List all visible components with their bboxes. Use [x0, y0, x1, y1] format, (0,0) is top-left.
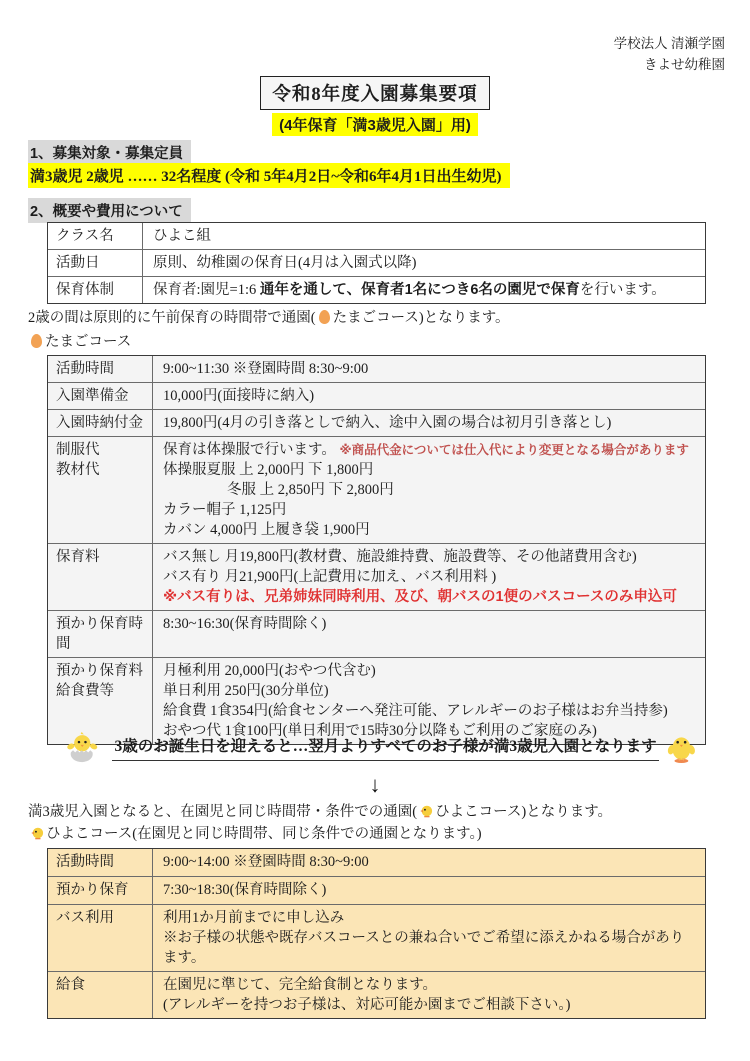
section2-heading: 2、概要や費用について	[28, 198, 191, 223]
table-row	[48, 876, 705, 904]
row-value	[143, 277, 705, 303]
value-line	[163, 440, 695, 460]
label-line: 預かり保育料	[56, 663, 143, 679]
course-title-text: ひよこコース	[46, 826, 133, 842]
value-prefix: 保育者:園児=1:6	[153, 282, 260, 298]
transition-text-suffix: )となります。	[521, 804, 613, 820]
value-line: 在園児に準じて、完全給食制となります。	[163, 977, 438, 993]
table-row-uniform	[48, 436, 705, 543]
page-title: 令和8年度入園募集要項	[260, 76, 489, 110]
chick-icon	[30, 826, 44, 840]
table-row	[48, 409, 705, 436]
row-value: 9:00~14:00 ※登園時間 8:30~9:00	[163, 854, 369, 870]
value-line: (アレルギーを持つお子様は、対応可能か園までご相談下さい。)	[163, 997, 571, 1013]
hiyoko-transition-line	[28, 802, 612, 822]
intro-text: 2歳の間は原則的に午前保育の時間帯で通園(	[28, 310, 316, 326]
row-value	[153, 544, 705, 610]
section1-highlight-line: 満3歳児 2歳児 …… 32名程度 (令和 5年4月2日~令和6年4月1日出生幼児)	[28, 163, 510, 188]
value-line: カバン 4,000円 上履き袋 1,900円	[163, 522, 370, 538]
row-label: 保育料	[48, 544, 153, 610]
birthday-banner	[66, 716, 696, 778]
page-subtitle: (4年保育「満3歳児入園」用)	[272, 113, 478, 136]
egg-course-intro	[28, 308, 510, 328]
row-label: 入園時納付金	[48, 410, 153, 436]
value-suffix: を行います。	[579, 282, 666, 298]
value-line: 月極利用 20,000円(おやつ代含む)	[163, 663, 376, 679]
table-row	[48, 223, 705, 249]
egg-icon	[319, 310, 330, 324]
row-label: 活動時間	[48, 849, 153, 876]
table-row	[48, 849, 705, 876]
chick-icon	[419, 804, 433, 818]
label-line: 給食費等	[56, 683, 114, 699]
row-value: 9:00~11:30 ※登園時間 8:30~9:00	[163, 361, 369, 377]
transition-text: 満3歳児入園となると、在園児と同じ時間帯・条件での通園(	[28, 804, 418, 820]
row-value	[153, 437, 705, 543]
row-value: ひよこ組	[153, 228, 211, 244]
row-value	[153, 905, 705, 971]
course-title-text: たまごコース	[45, 334, 132, 350]
row-label: 活動日	[48, 250, 143, 276]
row-value: 19,800円(4月の引き落としで納入、途中入園の場合は初月引き落とし)	[163, 415, 612, 431]
row-value: 8:30~16:30(保育時間除く)	[163, 616, 327, 632]
label-line: 制服代	[56, 442, 100, 458]
bus-warning: ※バス有りは、兄弟姉妹同時利用、及び、朝バスの1便のバスコースのみ申込可	[163, 589, 677, 605]
table-row	[48, 249, 705, 276]
intro-text-suffix: )となります。	[418, 310, 510, 326]
value-line: 体操服夏服 上 2,000円 下 1,800円	[163, 462, 374, 478]
birthday-rule-text: 3歳のお誕生日を迎えると…翌月よりすべてのお子様が満3歳児入園となります	[112, 734, 658, 761]
row-label: 預かり保育時間	[48, 611, 153, 657]
egg-course-table	[47, 355, 706, 745]
table-row-fees	[48, 543, 705, 610]
row-label: 給食	[48, 972, 153, 1018]
course-name: ひよこコース	[435, 804, 522, 820]
row-value	[153, 972, 705, 1018]
row-label: バス利用	[48, 905, 153, 971]
kindergarten-name: きよせ幼稚園	[644, 56, 725, 72]
row-value: 7:30~18:30(保育時間除く)	[163, 882, 327, 898]
row-label: 活動時間	[48, 356, 153, 382]
overview-table	[47, 222, 706, 304]
value-line: 給食費 1食354円(給食センターへ発注可能、アレルギーのお子様はお弁当持参)	[163, 703, 668, 719]
row-label: 保育体制	[48, 277, 143, 303]
row-label: 預かり保育	[48, 877, 153, 904]
value-line: 冬服 上 2,850円 下 2,800円	[227, 482, 394, 498]
table-row	[48, 276, 705, 303]
price-change-note: ※商品代金については仕入代により変更となる場合があります	[339, 443, 689, 457]
table-row	[48, 356, 705, 382]
organization-name: 学校法人 清瀬学園	[613, 36, 725, 51]
value-bold: 通年を通して、保育者1名につき6名の園児で保育	[259, 282, 580, 298]
table-row-bus	[48, 904, 705, 971]
subtitle-wrap	[0, 113, 750, 136]
table-row	[48, 382, 705, 409]
organization-block	[614, 34, 725, 76]
row-value: 10,000円(面接時に納入)	[163, 388, 315, 404]
egg-course-title	[28, 332, 131, 352]
down-arrow: ↓	[369, 772, 381, 797]
course-title-note: (在園児と同じ時間帯、同じ条件での通園となります。)	[132, 826, 482, 842]
section1-heading: 1、募集対象・募集定員	[28, 140, 191, 165]
hiyoko-course-table	[47, 848, 706, 1019]
value-line: バス無し 月19,800円(教材費、施設維持費、施設費等、その他諸費用含む)	[163, 549, 637, 565]
standing-chick-image	[667, 716, 696, 778]
course-name: たまごコース	[332, 310, 419, 326]
value-line: 単日利用 250円(30分単位)	[163, 683, 329, 699]
egg-icon	[31, 334, 42, 348]
value-line: カラー帽子 1,125円	[163, 502, 287, 518]
value-line: 利用1か月前までに申し込み	[163, 910, 345, 926]
uniform-note: 保育は体操服で行います。	[163, 442, 340, 458]
table-row-lunch	[48, 971, 705, 1018]
row-value: 原則、幼稚園の保育日(4月は入園式以降)	[153, 255, 417, 271]
table-row	[48, 610, 705, 657]
label-line: 教材代	[56, 462, 100, 478]
row-label	[48, 437, 153, 543]
hiyoko-course-title	[28, 824, 482, 844]
row-label: 入園準備金	[48, 383, 153, 409]
value-line: おやつ代 1食100円(単日利用で15時30分以降もご利用のご家庭のみ)	[163, 723, 597, 739]
hatching-chick-image	[66, 716, 98, 778]
value-line: ※お子様の状態や既存バスコースとの兼ね合いでご希望に添えかねる場合があります。	[163, 930, 685, 966]
row-label: クラス名	[48, 223, 143, 249]
value-line: バス有り 月21,900円(上記費用に加え、バス利用料 )	[163, 569, 497, 585]
title-wrap	[0, 76, 750, 110]
